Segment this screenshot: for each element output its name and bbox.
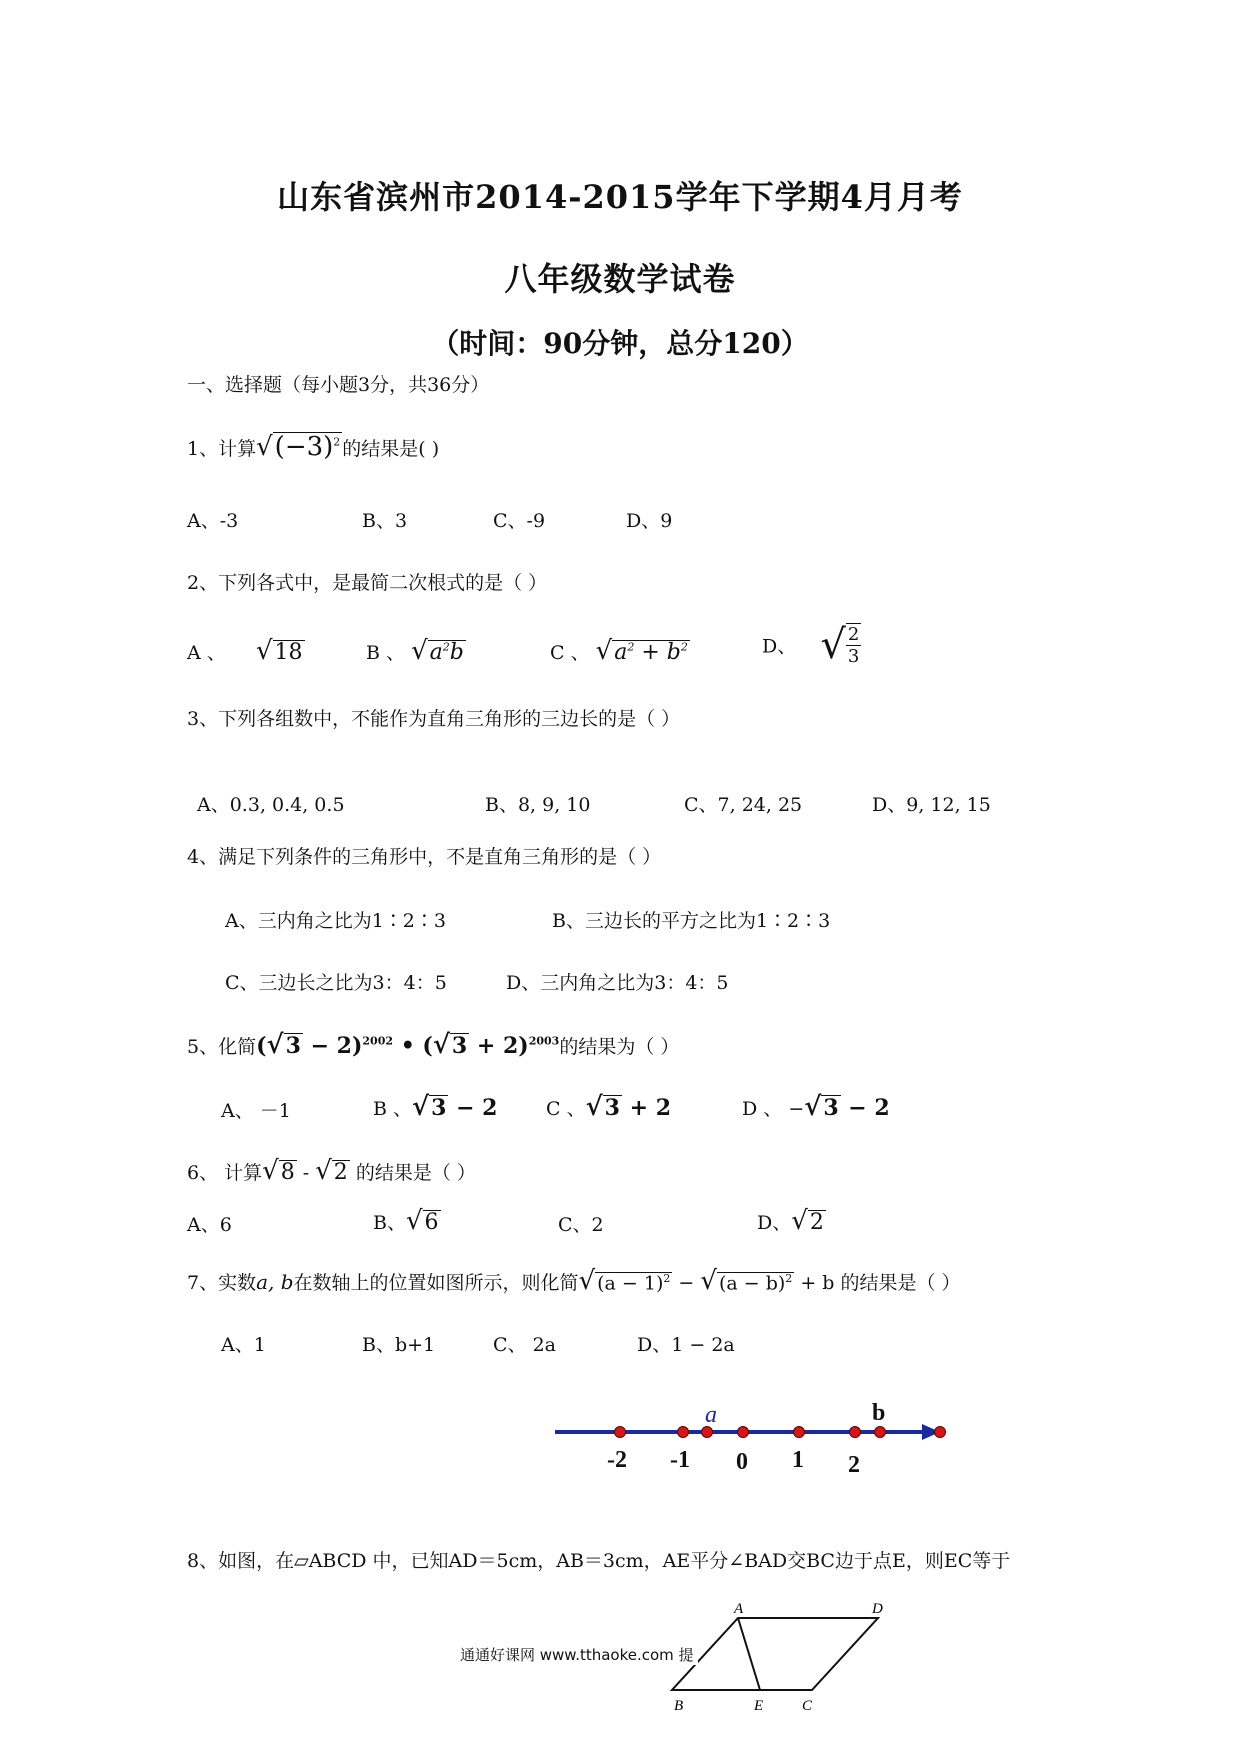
tick-label: -2 [607,1447,627,1473]
question-1 [187,432,439,462]
q4-option-c: C、三边长之比为3：4：5 [225,972,447,994]
q1-suffix: 的结果是( ) [342,438,440,460]
exam-subtitle: 八年级数学试卷 [504,260,736,298]
q7-option-b: B、b+1 [362,1334,436,1356]
sqrt-icon: √ [315,1156,332,1186]
q4-option-b: B、三边长的平方之比为1∶2∶3 [552,910,831,932]
sqrt-icon: √ [595,636,613,666]
vertex-label: B [674,1698,684,1714]
parallelogram-abcd [672,1618,878,1690]
sqrt-icon: √ [791,1206,808,1236]
question-2: 2、下列各式中，是最简二次根式的是（ ） [187,572,548,594]
time-info: （时间：90分钟，总分120） [431,327,809,360]
question-8: 8、如图，在▱ABCD 中，已知AD＝5cm，AB＝3cm，AE平分∠BAD交BC边于点E，则EC等于 [187,1550,1011,1572]
point-neg1 [678,1427,689,1438]
segment-ae [738,1618,760,1690]
sqrt-icon: √ [256,432,273,462]
vertex-label: D [872,1601,883,1617]
q6-option-d: D、√2 [757,1206,824,1236]
q1-option-d: D、9 [626,510,673,532]
number-line-figure [550,1390,950,1480]
q3-option-b: B、8, 9, 10 [485,794,591,816]
vertex-label: E [754,1698,764,1714]
q2-option-d: D、 √ $\frac{2}{3}$ [762,622,860,668]
label-b: b [872,1400,886,1426]
sqrt-icon: √ [700,1266,717,1296]
q2-option-c: C 、 $√a^2 + b^2$ [550,636,688,666]
point-a [702,1427,713,1438]
sqrt-icon: √ [804,1092,822,1122]
point-b [875,1427,886,1438]
q3-option-d: D、9, 12, 15 [872,794,991,816]
point-neg2 [615,1427,626,1438]
sqrt-icon: √ [411,636,428,666]
q4-option-d: D、三内角之比为3：4：5 [506,972,729,994]
q3-option-c: C、7, 24, 25 [684,794,803,816]
q6-option-a: A、6 [187,1214,232,1236]
question-4: 4、满足下列条件的三角形中，不是直角三角形的是（ ） [187,846,662,868]
section-heading: 一、选择题（每小题3分，共36分） [187,374,490,396]
q2-option-b: B 、 $√a^2b$ [366,636,464,666]
q5-option-c: C 、√3 + 2 [546,1092,672,1122]
label-a: a [705,1402,717,1428]
sqrt-icon: √ [578,1266,596,1296]
q1-radicand: $(-3)^2$ [274,432,341,462]
point-0 [738,1427,749,1438]
q1-prefix: 1、计算 [187,438,257,460]
q3-option-a: A、0.3, 0.4, 0.5 [197,794,345,816]
q2-option-a: A 、 √18 [187,636,303,666]
q1-option-c: C、-9 [493,510,546,532]
question-7: 7、实数a, b在数轴上的位置如图所示，则化简√ $(a - 1)^2$ − √ $(a - b)^2 + b$ 的结果是（ ） [187,1266,961,1296]
q7-option-d: D、1 − 2a [637,1334,735,1356]
tick-label: 0 [736,1449,748,1475]
sqrt-icon: √ [412,1092,430,1122]
question-5: 5、化简$(√3 - 2)^{2002}$ • $(√3 + 2)^{2003}$的结果为（ ） [187,1030,680,1060]
q5-option-a: A、 －1 [221,1100,291,1122]
q1-option-b: B、3 [362,510,408,532]
tick-label: -1 [670,1447,690,1473]
exam-title: 山东省滨州市2014-2015学年下学期4月月考 [277,178,963,216]
point-1 [794,1427,805,1438]
footer-watermark: 通通好课网 www.tthaoke.com 提 [460,1644,698,1665]
q4-option-a: A、三内角之比为1∶2∶3 [225,910,446,932]
sqrt-icon: √ [255,636,273,666]
q7-option-c: C、 2a [493,1334,556,1356]
q6-option-b: B、√6 [373,1206,439,1236]
sqrt-icon: √ [405,1206,423,1236]
point-2 [850,1427,861,1438]
sqrt-icon: √ [820,622,846,668]
sqrt-icon: √ [262,1156,279,1186]
q7-option-a: A、1 [221,1334,266,1356]
sqrt-icon: √ [432,1030,450,1060]
vertex-label: A [734,1601,744,1617]
sqrt-icon: √ [585,1092,603,1122]
q6-option-c: C、2 [558,1214,604,1236]
q1-option-a: A、-3 [187,510,239,532]
tick-label: 2 [848,1452,860,1478]
question-6: 6、 计算√8 - √2 的结果是（ ） [187,1156,476,1186]
tick-label: 1 [792,1447,804,1473]
q5-option-b: B 、√3 − 2 [373,1092,498,1122]
sqrt-icon: √ [266,1030,284,1060]
point-end [935,1427,946,1438]
vertex-label: C [802,1698,813,1714]
q5-option-d: D 、 −√3 − 2 [742,1092,890,1122]
question-3: 3、下列各组数中，不能作为直角三角形的三边长的是（ ） [187,708,681,730]
